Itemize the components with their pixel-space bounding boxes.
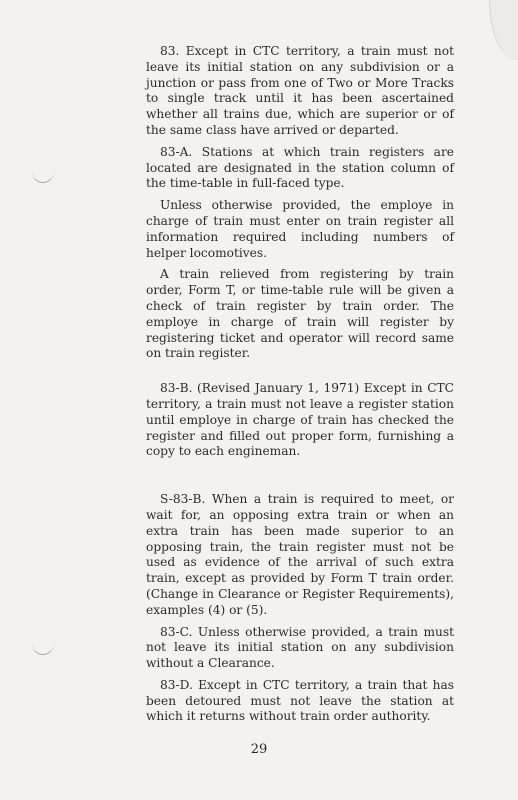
rule-text-block [146, 44, 454, 725]
rule-83a-relieved-train: A train relieved from registering by train order, Form T, or time-table rule will be given a check of train register by train order. The employe in charge of train will register by registering ticket and operator will record same on train register. [146, 267, 454, 361]
binder-hole-mark-bottom [32, 632, 54, 655]
rule-83a-register-entry: Unless otherwise provided, the employe in charge of train must enter on train register all information required including numbers of helper locomotives. [146, 198, 454, 260]
rule-83b: 83-B. (Revised January 1, 1971) Except in CTC territory, a train must not leave a register station until employe in charge of train has checked the register and filled out proper form, furnishing a copy to each engineman. [146, 381, 454, 459]
rule-s83b: S-83-B. When a train is required to meet, or wait for, an opposing extra train or when an extra train has been made superior to an opposing train, the train register must not be used as evidence of the arrival of such extra train, except as provided by Form T train order. (Change in Clearance or Register Requirements), examples (4) or (5). [146, 492, 454, 617]
page-corner-curl [489, 0, 518, 60]
rule-83c: 83-C. Unless otherwise provided, a train must not leave its initial station on any subdivision without a Clearance. [146, 624, 454, 671]
rule-83: 83. Except in CTC territory, a train must not leave its initial station on any subdivision or a junction or pass from one of Two or More Tracks to single track until it has been ascertained whether all trains due, which are superior or of the same class have arrived or departed. [146, 44, 454, 137]
rule-83d: 83-D. Except in CTC territory, a train that has been detoured must not leave the station at which it returns without train order authority. [146, 677, 454, 724]
rule-83a: 83-A. Stations at which train registers are located are designated in the station column of the time-table in full-faced type. [146, 144, 454, 191]
page-number: 29 [250, 742, 268, 757]
binder-hole-mark-top [32, 160, 54, 183]
